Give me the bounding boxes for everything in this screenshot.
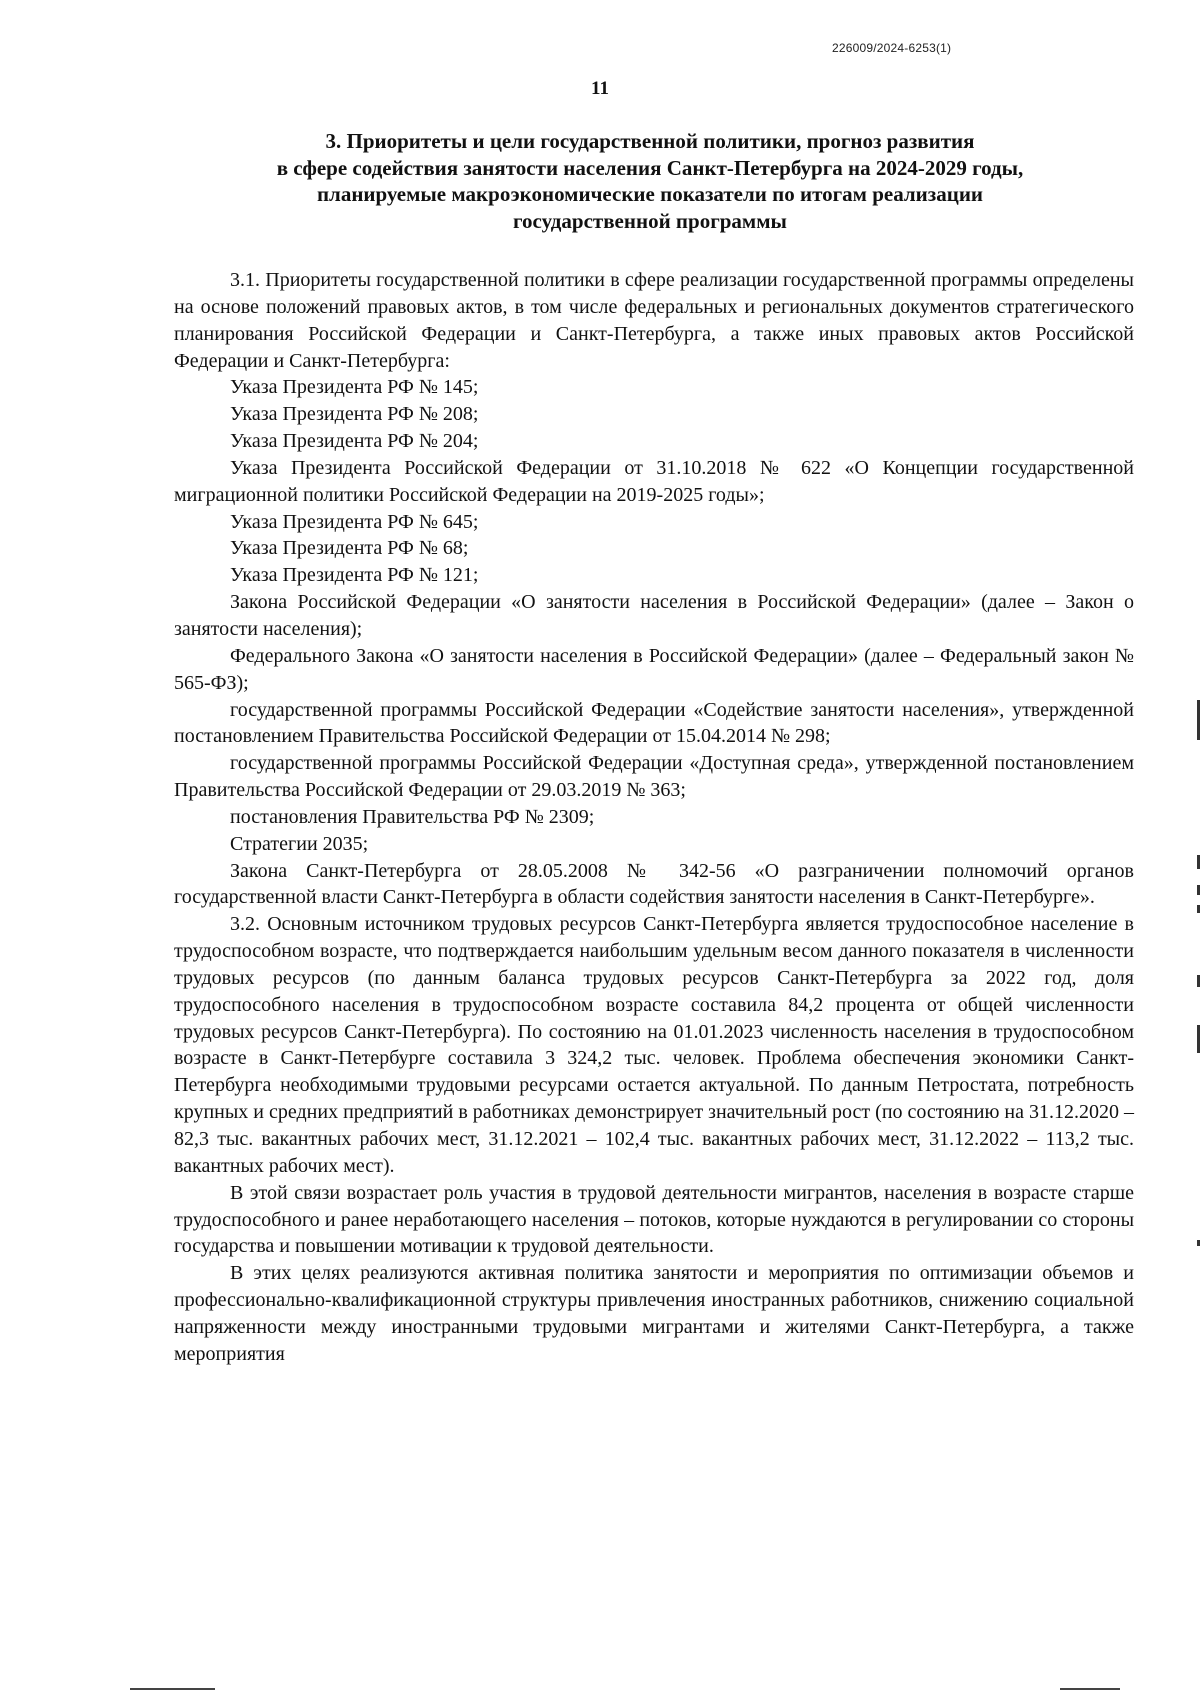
- document-id: 226009/2024-6253(1): [832, 41, 952, 55]
- paragraph: Указа Президента РФ № 121;: [230, 564, 479, 587]
- paragraph: Федерального Закона «О занятости населения в Российской Федерации» (далее – Федеральный закон № 565-ФЗ);: [174, 644, 1134, 694]
- scan-bottom-mark: [130, 1688, 215, 1690]
- section-heading: [160, 128, 1140, 234]
- heading-line: государственной программы: [513, 208, 787, 233]
- heading-line: 3. Приоритеты и цели государственной политики, прогноз развития: [325, 129, 975, 153]
- paragraph: государственной программы Российской Федерации «Доступная среда», утвержденной постановлением Правительства Российской Федерации от 29.03.2019 № 363;: [174, 752, 1134, 802]
- page-number: 11: [591, 78, 609, 99]
- paragraph: Указа Президента РФ № 645;: [230, 510, 479, 533]
- paragraph: Закона Российской Федерации «О занятости населения в Российской Федерации» (далее – Закон о занятости населения);: [174, 591, 1134, 640]
- heading-line: планируемые макроэкономические показатели по итогам реализации: [316, 182, 984, 206]
- document-body: [174, 267, 1134, 1368]
- paragraph: 3.1. Приоритеты государственной политики в сфере реализации государственной программы определены на основе положений правовых актов, в том числе федеральных и региональных документов стратегического планирования Российской Федерации и Санкт-Петербурга, а также иных правовых актов Российской Федерации и Санкт-Петербурга:: [174, 269, 1134, 372]
- paragraph: государственной программы Российской Федерации «Содействие занятости населения», утвержденной постановлением Правительства Российской Федерации от 15.04.2014 № 298;: [174, 698, 1134, 748]
- paragraph: Указа Президента РФ № 208;: [230, 403, 479, 426]
- heading-line: в сфере содействия занятости населения Санкт-Петербурга на 2024-2029 годы,: [276, 155, 1024, 180]
- paragraph: Закона Санкт-Петербурга от 28.05.2008 № 342-56 «О разграничении полномочий органов государственной власти Санкт-Петербурга в области содействия занятости населения в Санкт-Петербурге».: [174, 859, 1134, 909]
- paragraph: В этой связи возрастает роль участия в трудовой деятельности мигрантов, населения в возрасте старше трудоспособного и ранее неработающего населения – потоков, которые нуждаются в регулировании со стороны государства и повышении мотивации к трудовой деятельности.: [174, 1181, 1134, 1258]
- paragraph: Указа Президента РФ № 204;: [230, 430, 479, 453]
- paragraph: Указа Президента РФ № 145;: [230, 376, 479, 399]
- paragraph: постановления Правительства РФ № 2309;: [230, 805, 595, 828]
- paragraph: В этих целях реализуются активная политика занятости и мероприятия по оптимизации объемов и профессионально-квалификационной структуры привлечения иностранных работников, снижению социальной напряженности между иностранными трудовыми мигрантами и жителями Санкт-Петербурга, а также мероприятия: [174, 1262, 1134, 1365]
- paragraph: Указа Президента Российской Федерации от 31.10.2018 № 622 «О Концепции государственной миграционной политики Российской Федерации на 2019-2025 годы»;: [174, 456, 1134, 506]
- paragraph: Указа Президента РФ № 68;: [230, 537, 469, 560]
- paragraph: 3.2. Основным источником трудовых ресурсов Санкт-Петербурга является трудоспособное население в трудоспособном возрасте, что подтверждается наибольшим удельным весом данного показателя в численности трудовых ресурсов (по данным баланса трудовых ресурсов Санкт-Петербурга за 2022 год, доля трудоспособного населения в трудоспособном возрасте составила 84,2 процента от общей численности трудовых ресурсов Санкт-Петербурга). По состоянию на 01.01.2023 численность населения в трудоспособном возрасте в Санкт-Петербурге составила 3 324,2 тыс. человек. Проблема обеспечения экономики Санкт-Петербурга необходимыми трудовыми ресурсами остается актуальной. По данным Петростата, потребность крупных и средних предприятий в работниках демонстрирует значительный рост (по состоянию на 31.12.2020 – 82,3 тыс. вакантных рабочих мест, 31.12.2021 – 102,4 тыс. вакантных рабочих мест, 31.12.2022 – 113,2 тыс. вакантных рабочих мест).: [174, 913, 1135, 1177]
- scan-bottom-mark: [1060, 1688, 1120, 1690]
- paragraph: Стратегии 2035;: [230, 832, 369, 855]
